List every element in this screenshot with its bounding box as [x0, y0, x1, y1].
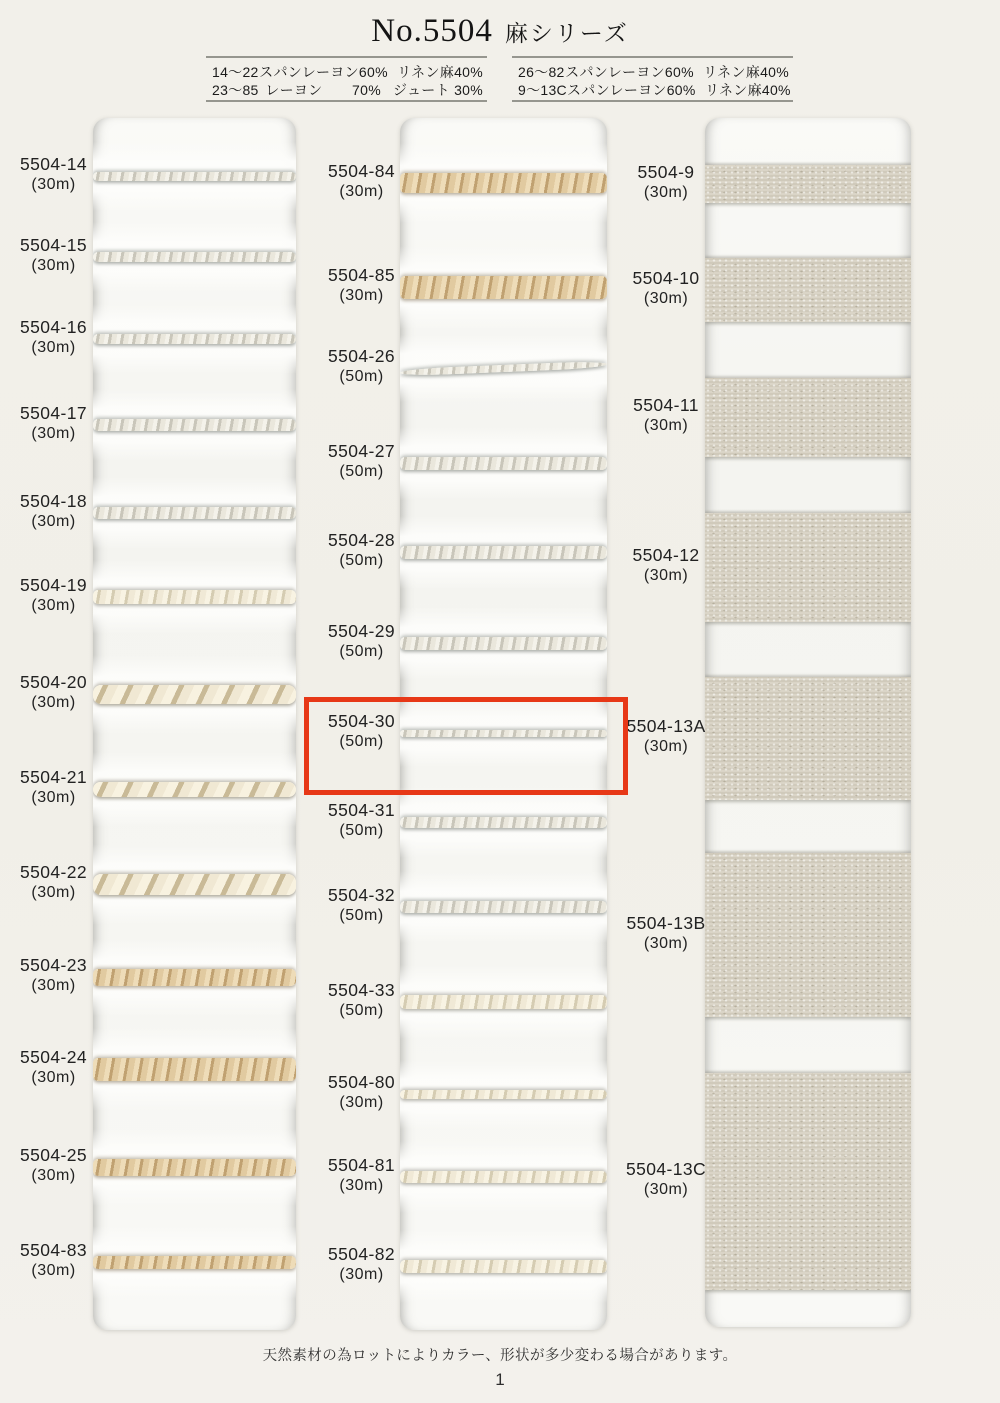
- item-code: 5504-10: [632, 268, 700, 288]
- item-length: (30m): [339, 287, 384, 304]
- item-label: [616, 1159, 716, 1200]
- item-label: [7, 1047, 100, 1088]
- cord-sample: [93, 252, 296, 262]
- label-lane-left: [0, 0, 93, 1403]
- item-code: 5504-13C: [625, 1159, 707, 1179]
- material-label: スパンレーヨン: [565, 64, 665, 80]
- item-length: (50m): [339, 822, 384, 839]
- item-label: [7, 767, 100, 808]
- series-number: No.5504: [371, 13, 493, 49]
- item-length: (30m): [31, 1262, 76, 1279]
- cord-sample: [93, 782, 296, 797]
- item-label: [7, 403, 100, 444]
- item-code: 5504-33: [327, 980, 396, 1000]
- item-code: 5504-26: [327, 346, 396, 366]
- item-label: [7, 575, 100, 616]
- item-label: [308, 346, 415, 387]
- tape-sample: [705, 165, 911, 203]
- item-code: 5504-19: [19, 575, 88, 595]
- item-length: (30m): [643, 417, 689, 434]
- item-code: 5504-28: [327, 530, 396, 550]
- item-code: 5504-15: [19, 235, 88, 255]
- sample-card-right: [705, 118, 911, 1327]
- item-code: 5504-30: [327, 711, 396, 731]
- cord-sample: [400, 1260, 607, 1273]
- item-label: [308, 265, 415, 306]
- item-length: (30m): [31, 1167, 76, 1184]
- cord-sample: [400, 995, 607, 1009]
- item-code: 5504-31: [327, 800, 396, 820]
- item-length: (30m): [339, 1177, 384, 1194]
- series-name: 麻シリーズ: [504, 20, 629, 46]
- material2-label: リネン麻40%: [397, 64, 483, 80]
- range-label: 26〜82: [518, 64, 565, 80]
- cord-sample: [93, 969, 296, 986]
- item-code: 5504-13B: [626, 913, 706, 933]
- cord-sample: [400, 901, 607, 913]
- item-code: 5504-83: [19, 1240, 88, 1260]
- item-code: 5504-81: [327, 1155, 396, 1175]
- item-length: (30m): [31, 176, 76, 193]
- item-label: [308, 1072, 415, 1113]
- cord-sample: [93, 874, 296, 895]
- percent-label: 70%: [352, 82, 381, 98]
- item-code: 5504-18: [19, 491, 88, 511]
- item-code: 5504-12: [632, 545, 700, 565]
- item-code: 5504-24: [19, 1047, 88, 1067]
- item-length: (30m): [643, 935, 689, 952]
- material2-label: リネン麻40%: [704, 82, 791, 98]
- page-title: [0, 13, 1000, 50]
- material-label: レーヨン: [265, 82, 323, 98]
- item-code: 5504-82: [327, 1244, 396, 1264]
- item-label: [308, 161, 415, 202]
- item-length: (30m): [31, 789, 76, 806]
- cord-sample: [93, 334, 296, 344]
- cord-sample: [93, 590, 296, 604]
- item-length: (50m): [339, 1002, 384, 1019]
- percent-label: 60%: [666, 82, 696, 98]
- sample-card-left: [93, 118, 296, 1330]
- cord-sample: [93, 507, 296, 519]
- item-label: [308, 885, 415, 926]
- cord-sample: [400, 1090, 607, 1099]
- item-label: [616, 913, 716, 954]
- cord-sample: [93, 172, 296, 181]
- item-code: 5504-80: [327, 1072, 396, 1092]
- range-label: 23〜85: [212, 82, 259, 98]
- item-label: [616, 395, 716, 436]
- highlight-box: [304, 697, 628, 795]
- item-label: [308, 800, 415, 841]
- item-label: [7, 491, 100, 532]
- cord-sample: [93, 1159, 296, 1176]
- item-label: [7, 862, 100, 903]
- tape-sample: [705, 378, 911, 457]
- item-length: (30m): [643, 290, 689, 307]
- item-length: (30m): [31, 884, 76, 901]
- range-label: 9〜13C: [518, 82, 567, 98]
- item-length: (50m): [339, 368, 384, 385]
- tape-sample: [705, 677, 911, 800]
- item-code: 5504-16: [19, 317, 88, 337]
- item-length: (50m): [339, 907, 384, 924]
- item-code: 5504-25: [19, 1145, 88, 1165]
- item-length: (30m): [31, 597, 76, 614]
- cord-sample: [400, 1171, 607, 1183]
- cord-sample: [400, 637, 607, 650]
- item-length: (30m): [31, 977, 76, 994]
- item-code: 5504-22: [19, 862, 88, 882]
- item-length: (50m): [339, 643, 384, 660]
- item-label: [616, 716, 716, 757]
- item-length: (30m): [643, 184, 689, 201]
- page-number: 1: [495, 1370, 505, 1389]
- item-code: 5504-11: [633, 395, 699, 415]
- tape-sample: [705, 853, 911, 1017]
- item-length: (30m): [643, 1181, 689, 1198]
- item-length: (50m): [339, 552, 384, 569]
- item-length: (30m): [339, 1266, 384, 1283]
- cord-sample: [400, 173, 607, 193]
- cord-sample: [400, 817, 607, 828]
- material-label: スパンレーヨン: [259, 64, 359, 80]
- item-label: [616, 545, 716, 586]
- item-label: [7, 1240, 100, 1281]
- tape-sample: [705, 513, 911, 622]
- cord-sample: [93, 1058, 296, 1081]
- item-length: (30m): [643, 567, 689, 584]
- footer-note: 天然素材の為ロットによりカラー、形状が多少変わる場合があります。: [262, 1348, 738, 1364]
- item-length: (30m): [31, 1069, 76, 1086]
- item-label: [308, 530, 415, 571]
- item-label: [7, 154, 100, 195]
- cord-sample: [93, 1256, 296, 1269]
- item-label: [308, 621, 415, 662]
- item-length: (30m): [339, 1094, 384, 1111]
- cord-sample: [400, 546, 607, 559]
- material2-label: リネン麻40%: [703, 64, 789, 80]
- tape-sample: [705, 1073, 911, 1290]
- item-code: 5504-27: [327, 441, 396, 461]
- item-length: (50m): [339, 463, 384, 480]
- cord-sample: [93, 685, 296, 704]
- item-label: [7, 955, 100, 996]
- item-length: (50m): [339, 733, 384, 750]
- item-label: [7, 235, 100, 276]
- item-label: [7, 1145, 100, 1186]
- item-code: 5504-13A: [626, 716, 706, 736]
- item-label: [616, 268, 716, 309]
- item-length: (30m): [31, 257, 76, 274]
- material2-label: ジュート 30%: [392, 82, 483, 98]
- item-label: [7, 317, 100, 358]
- item-length: (30m): [643, 738, 689, 755]
- item-length: (30m): [31, 339, 76, 356]
- item-label: [616, 162, 716, 203]
- item-code: 5504-29: [327, 621, 396, 641]
- item-label: [308, 1244, 415, 1285]
- range-label: 14〜22: [212, 64, 259, 80]
- item-code: 5504-17: [19, 403, 88, 423]
- percent-label: 60%: [358, 64, 388, 80]
- item-code: 5504-32: [327, 885, 396, 905]
- percent-label: 60%: [664, 64, 694, 80]
- item-label: [7, 672, 100, 713]
- item-label: [308, 441, 415, 482]
- tape-sample: [705, 258, 911, 322]
- item-length: (30m): [31, 513, 76, 530]
- item-code: 5504-84: [327, 161, 396, 181]
- cord-sample: [400, 457, 607, 470]
- cord-sample: [93, 419, 296, 431]
- item-length: (30m): [31, 425, 76, 442]
- item-code: 5504-85: [327, 265, 396, 285]
- item-code: 5504-9: [637, 162, 695, 182]
- material-label: スパンレーヨン: [566, 82, 667, 98]
- item-length: (30m): [339, 183, 384, 200]
- item-code: 5504-14: [19, 154, 88, 174]
- item-label: [308, 980, 415, 1021]
- item-code: 5504-21: [19, 767, 88, 787]
- item-length: (30m): [31, 694, 76, 711]
- item-code: 5504-20: [19, 672, 88, 692]
- item-label: [308, 1155, 415, 1196]
- cord-sample: [400, 276, 607, 299]
- item-code: 5504-23: [19, 955, 88, 975]
